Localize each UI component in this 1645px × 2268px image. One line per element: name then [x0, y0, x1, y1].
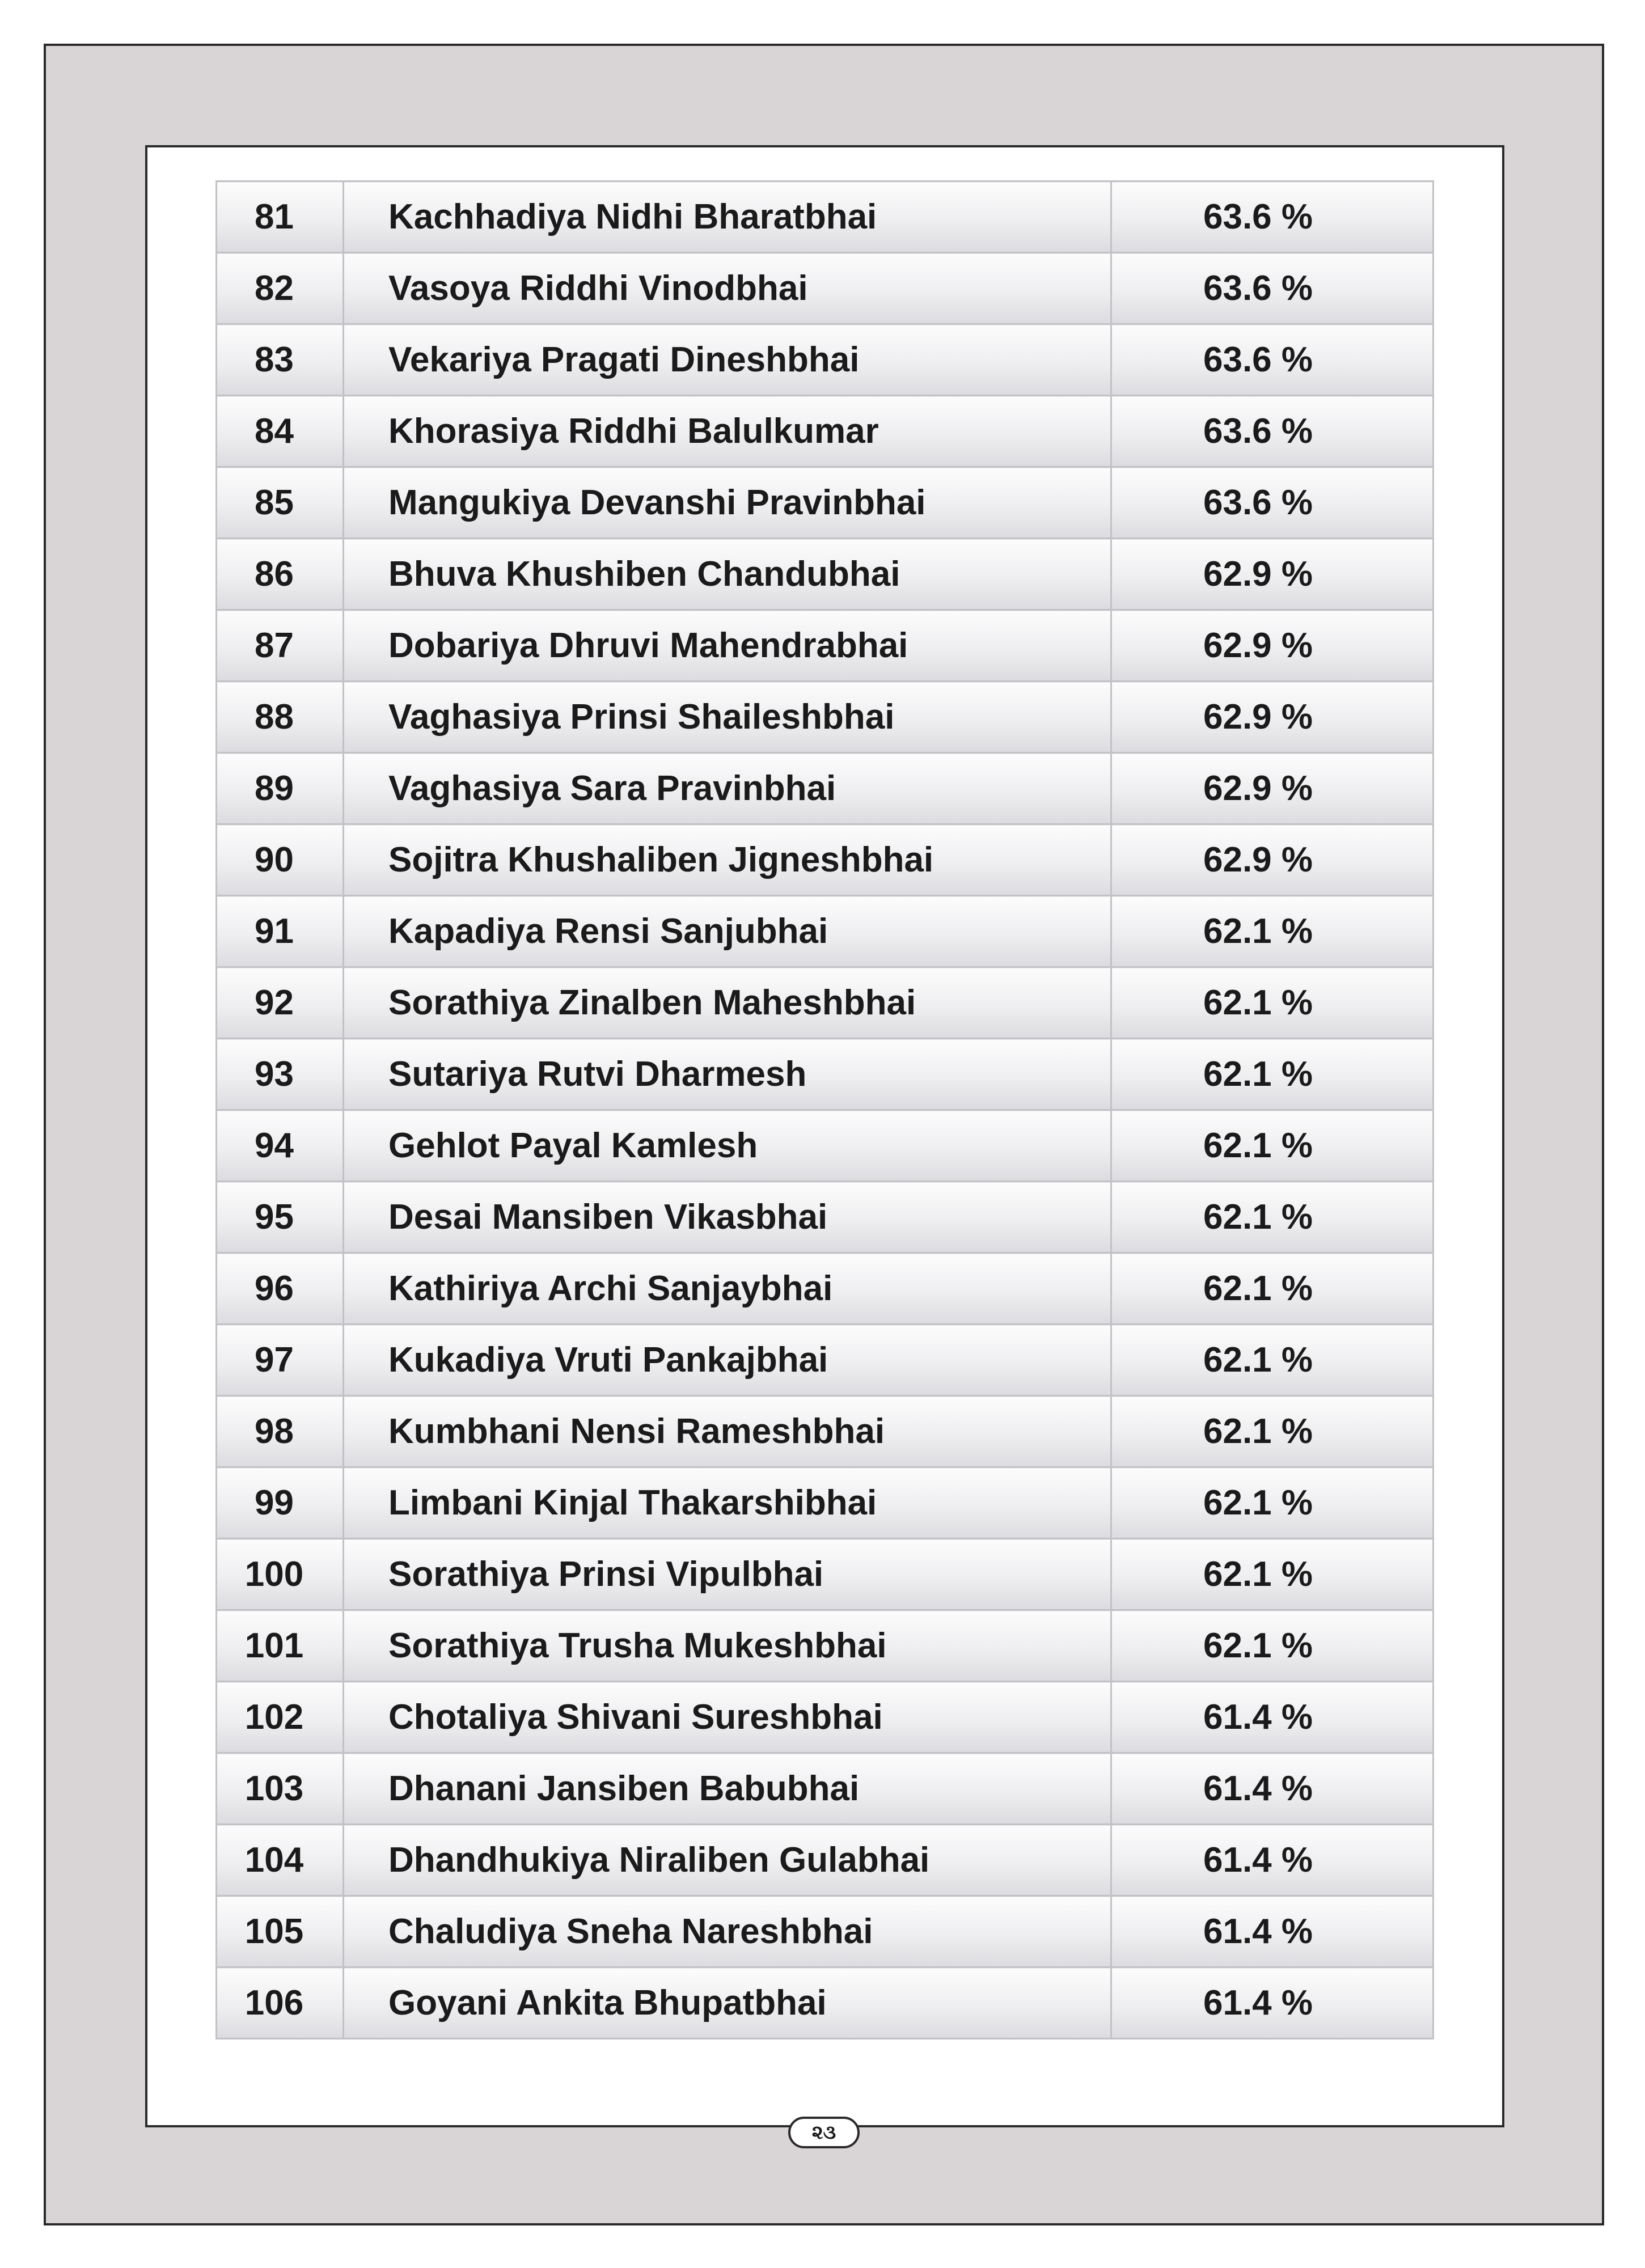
serial-number-cell: 100: [217, 1539, 344, 1610]
serial-number-cell: 93: [217, 1039, 344, 1110]
student-name-cell: Chotaliya Shivani Sureshbhai: [344, 1682, 1111, 1753]
serial-number-cell: 106: [217, 1967, 344, 2039]
student-name-cell: Vaghasiya Sara Pravinbhai: [344, 753, 1111, 824]
percentage-cell: 62.1 %: [1111, 1396, 1433, 1467]
student-name-cell: Sutariya Rutvi Dharmesh: [344, 1039, 1111, 1110]
student-name-cell: Dobariya Dhruvi Mahendrabhai: [344, 610, 1111, 682]
serial-number-cell: 97: [217, 1325, 344, 1396]
serial-number-cell: 85: [217, 467, 344, 539]
percentage-cell: 62.1 %: [1111, 1039, 1433, 1110]
table-row: [217, 539, 1433, 610]
table-row: [217, 253, 1433, 324]
student-name-cell: Dhanani Jansiben Babubhai: [344, 1753, 1111, 1825]
table-row: [217, 1610, 1433, 1682]
percentage-cell: 62.1 %: [1111, 1182, 1433, 1253]
student-name-cell: Chaludiya Sneha Nareshbhai: [344, 1896, 1111, 1967]
serial-number-cell: 95: [217, 1182, 344, 1253]
percentage-cell: 62.1 %: [1111, 1467, 1433, 1539]
serial-number-cell: 99: [217, 1467, 344, 1539]
student-name-cell: Kathiriya Archi Sanjaybhai: [344, 1253, 1111, 1325]
table-row: [217, 1039, 1433, 1110]
percentage-cell: 63.6 %: [1111, 253, 1433, 324]
table-row: [217, 181, 1433, 253]
table-row: [217, 1967, 1433, 2039]
serial-number-cell: 102: [217, 1682, 344, 1753]
student-name-cell: Vasoya Riddhi Vinodbhai: [344, 253, 1111, 324]
percentage-cell: 61.4 %: [1111, 1825, 1433, 1896]
student-name-cell: Vaghasiya Prinsi Shaileshbhai: [344, 682, 1111, 753]
serial-number-cell: 91: [217, 896, 344, 967]
serial-number-cell: 86: [217, 539, 344, 610]
table-row: [217, 1896, 1433, 1967]
page-number: ૨૩: [788, 2117, 860, 2148]
student-name-cell: Sorathiya Prinsi Vipulbhai: [344, 1539, 1111, 1610]
percentage-cell: 61.4 %: [1111, 1967, 1433, 2039]
serial-number-cell: 81: [217, 181, 344, 253]
table-row: [217, 1110, 1433, 1182]
percentage-cell: 62.1 %: [1111, 1110, 1433, 1182]
student-name-cell: Sorathiya Zinalben Maheshbhai: [344, 967, 1111, 1039]
serial-number-cell: 88: [217, 682, 344, 753]
student-name-cell: Gehlot Payal Kamlesh: [344, 1110, 1111, 1182]
table-row: [217, 1682, 1433, 1753]
percentage-cell: 63.6 %: [1111, 324, 1433, 396]
percentage-cell: 62.9 %: [1111, 682, 1433, 753]
results-table: [215, 180, 1434, 2039]
serial-number-cell: 103: [217, 1753, 344, 1825]
percentage-cell: 63.6 %: [1111, 467, 1433, 539]
student-name-cell: Vekariya Pragati Dineshbhai: [344, 324, 1111, 396]
table-row: [217, 1325, 1433, 1396]
percentage-cell: 61.4 %: [1111, 1753, 1433, 1825]
student-name-cell: Sorathiya Trusha Mukeshbhai: [344, 1610, 1111, 1682]
table-row: [217, 967, 1433, 1039]
student-name-cell: Kukadiya Vruti Pankajbhai: [344, 1325, 1111, 1396]
serial-number-cell: 105: [217, 1896, 344, 1967]
student-name-cell: Bhuva Khushiben Chandubhai: [344, 539, 1111, 610]
percentage-cell: 62.1 %: [1111, 896, 1433, 967]
percentage-cell: 62.9 %: [1111, 610, 1433, 682]
table-row: [217, 1182, 1433, 1253]
table-row: [217, 324, 1433, 396]
table-row: [217, 753, 1433, 824]
student-name-cell: Mangukiya Devanshi Pravinbhai: [344, 467, 1111, 539]
table-row: [217, 682, 1433, 753]
serial-number-cell: 82: [217, 253, 344, 324]
percentage-cell: 62.1 %: [1111, 1610, 1433, 1682]
student-name-cell: Limbani Kinjal Thakarshibhai: [344, 1467, 1111, 1539]
serial-number-cell: 89: [217, 753, 344, 824]
table-row: [217, 896, 1433, 967]
percentage-cell: 61.4 %: [1111, 1896, 1433, 1967]
serial-number-cell: 90: [217, 824, 344, 896]
table-row: [217, 1825, 1433, 1896]
table-row: [217, 396, 1433, 467]
percentage-cell: 62.9 %: [1111, 539, 1433, 610]
student-name-cell: Kumbhani Nensi Rameshbhai: [344, 1396, 1111, 1467]
student-name-cell: Dhandhukiya Niraliben Gulabhai: [344, 1825, 1111, 1896]
student-name-cell: Kachhadiya Nidhi Bharatbhai: [344, 181, 1111, 253]
serial-number-cell: 92: [217, 967, 344, 1039]
table-row: [217, 824, 1433, 896]
student-name-cell: Sojitra Khushaliben Jigneshbhai: [344, 824, 1111, 896]
student-name-cell: Desai Mansiben Vikasbhai: [344, 1182, 1111, 1253]
percentage-cell: 62.9 %: [1111, 753, 1433, 824]
percentage-cell: 62.1 %: [1111, 1253, 1433, 1325]
serial-number-cell: 94: [217, 1110, 344, 1182]
percentage-cell: 63.6 %: [1111, 181, 1433, 253]
table-row: [217, 1753, 1433, 1825]
serial-number-cell: 87: [217, 610, 344, 682]
results-table-body: [217, 181, 1433, 2039]
percentage-cell: 62.1 %: [1111, 1539, 1433, 1610]
table-row: [217, 1253, 1433, 1325]
serial-number-cell: 104: [217, 1825, 344, 1896]
serial-number-cell: 84: [217, 396, 344, 467]
percentage-cell: 61.4 %: [1111, 1682, 1433, 1753]
student-name-cell: Khorasiya Riddhi Balulkumar: [344, 396, 1111, 467]
table-row: [217, 1539, 1433, 1610]
serial-number-cell: 98: [217, 1396, 344, 1467]
table-row: [217, 1396, 1433, 1467]
percentage-cell: 62.9 %: [1111, 824, 1433, 896]
serial-number-cell: 96: [217, 1253, 344, 1325]
table-row: [217, 610, 1433, 682]
student-name-cell: Kapadiya Rensi Sanjubhai: [344, 896, 1111, 967]
percentage-cell: 62.1 %: [1111, 967, 1433, 1039]
serial-number-cell: 83: [217, 324, 344, 396]
percentage-cell: 63.6 %: [1111, 396, 1433, 467]
percentage-cell: 62.1 %: [1111, 1325, 1433, 1396]
table-row: [217, 467, 1433, 539]
table-row: [217, 1467, 1433, 1539]
student-name-cell: Goyani Ankita Bhupatbhai: [344, 1967, 1111, 2039]
serial-number-cell: 101: [217, 1610, 344, 1682]
